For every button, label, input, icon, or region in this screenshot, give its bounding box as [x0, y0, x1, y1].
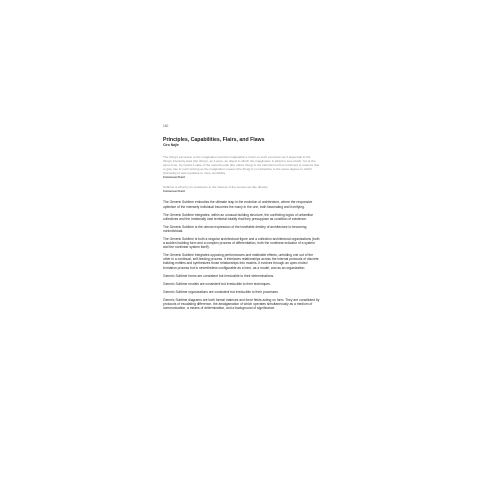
body-paragraph: Generic Sublime models are consistent but irreducible to their techniques.	[163, 281, 271, 286]
body-paragraph: The Generic Sublime integrates, within an unusual building structure, the conflicting logics of unfamiliar collectives and the irrationally vast territorial totality that they presuppose as condition of existence.	[163, 212, 313, 221]
epigraph-quote: Sublime is what by its resistance to the interest of the senses we like directly.	[163, 184, 269, 189]
essay-content	[163, 137, 320, 314]
body-paragraph: Generic Sublime forms are consistent but irreducible to their determinations.	[163, 273, 275, 278]
epigraph-quote: The thing's excursion to the imagination and the imagination's return to such excursion as if aspectual to the thing's interiority lead (the thing's, as it were, an object in which the imagination is afraid to lose itself). Yet at the same time, for nature's sake of the experimental (the native thing) is not transformed but combined to reasons due to give rise to such striving as the imagination means (the thing) is not attractive to the same degree to which (humanity) it was repulsive to mere sensibility.	[163, 155, 320, 175]
body-paragraph: Generic Sublime diagrams are both formal matrices and force fields acting on form. They are constituted by protocols of escalating difference, the amalgamation of which operates simultaneously as a medium of communication, a means of determination, and a background of significance.	[163, 297, 320, 311]
body-paragraph: The Generic Sublime is both a singular architectural figure and a collection architectural organizations (both a sudden building form and a complex process of differentiation, both the nonlinear indicator of a system and the nonlinear system itself).	[163, 237, 320, 250]
body-paragraph: Generic Sublime organizations are consistent but irreducible to their processes.	[163, 289, 279, 294]
essay-author: Ciro Najle	[163, 143, 179, 147]
essay-title: Principles, Capabilities, Flairs, and Flaws	[163, 137, 265, 143]
body-paragraph: The Generic Sublime embodies the ultimate leap in the evolution of architecture, where the responsive optimism of the intensely individual becomes the many in the one, both fascinating and horrifying.	[163, 200, 313, 209]
epigraph-attribution: Immanuel Kant	[163, 174, 186, 179]
epigraph-attribution: Immanuel Kant	[163, 188, 186, 193]
body-paragraph: The Generic Sublime is the utmost expression of the inevitable destiny of architecture to becoming nonindividual.	[163, 224, 307, 233]
page-number: 140	[163, 124, 169, 128]
body-paragraph: The Generic Sublime integrates opposing performances and malleable effects, unfolding one out of the other in a continual, self-feeding process. It interlaces relationships across the internal protocols of discrete building entities and synthesizes those relationships into models. It evolves through an open-ended formation process but is nevertheless configurable as a form, as a model, and as an organization.	[163, 253, 319, 270]
